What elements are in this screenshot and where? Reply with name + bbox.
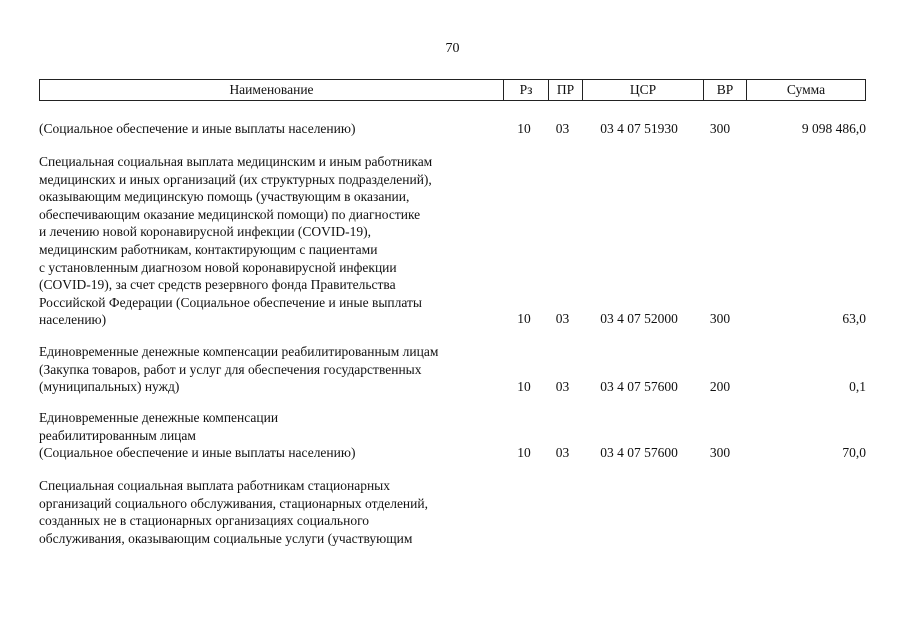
row-rz: 10 (517, 121, 531, 137)
row-pr: 03 (555, 445, 570, 461)
row-vr: 300 (709, 445, 731, 461)
row-csr: 03 4 07 57600 (600, 379, 678, 395)
row-name: Единовременные денежные компенсации реабилитированным лицам (Закупка товаров, работ и услуг для обеспечения государственных (муниципальных) нужд) (39, 344, 439, 395)
row-vr: 300 (709, 311, 731, 327)
row-csr: 03 4 07 51930 (600, 121, 678, 137)
row-vr: 200 (709, 379, 731, 395)
header-sum: Сумма (747, 80, 866, 101)
header-vr: ВР (704, 80, 747, 101)
row-pr: 03 (555, 121, 570, 137)
row-sum: 0,1 (849, 379, 866, 395)
table-row (39, 120, 866, 138)
page-number: 70 (445, 41, 460, 56)
table-header (39, 79, 866, 101)
row-csr: 03 4 07 52000 (600, 311, 678, 327)
row-name: Специальная социальная выплата работникам стационарных организаций социального обслуживания, стационарных отделений, созданных не в стационарных организациях социального обслуживания, оказывающим социальные услуги (участвующим (39, 478, 428, 546)
row-name: (Социальное обеспечение и иные выплаты населению) (39, 121, 356, 136)
table-row (39, 409, 866, 462)
row-csr: 03 4 07 57600 (600, 445, 678, 461)
table-row (39, 343, 866, 396)
header-pr: ПР (549, 80, 583, 101)
header-rz: Рз (504, 80, 549, 101)
row-rz: 10 (517, 311, 531, 327)
row-sum: 63,0 (842, 311, 866, 327)
row-name: Специальная социальная выплата медицинским и иным работникам медицинских и иных организаций (их структурных подразделений), оказывающим медицинскую помощь (участвующим в оказании, обеспечивающим оказание медицинской помощи) по диагностике и лечению новой коронавирусной инфекции (COVID-19), медицинским работникам, контактирующим с пациентами с установленным диагнозом новой коронавирусной инфекции (COVID-19), за счет средств резервного фонда Правительства Российской Федерации (Социальное обеспечение и иные выплаты населению) (39, 154, 433, 328)
row-rz: 10 (517, 445, 531, 461)
table-row (39, 477, 866, 548)
row-vr: 300 (709, 121, 731, 137)
row-name: Единовременные денежные компенсации реабилитированным лицам (Социальное обеспечение и иные выплаты населению) (39, 410, 356, 461)
row-rz: 10 (517, 379, 531, 395)
row-pr: 03 (555, 379, 570, 395)
header-name: Наименование (40, 80, 504, 101)
row-pr: 03 (555, 311, 570, 327)
row-sum: 70,0 (842, 445, 866, 461)
table-row (39, 153, 866, 328)
header-csr: ЦСР (583, 80, 704, 101)
row-sum: 9 098 486,0 (801, 121, 866, 137)
